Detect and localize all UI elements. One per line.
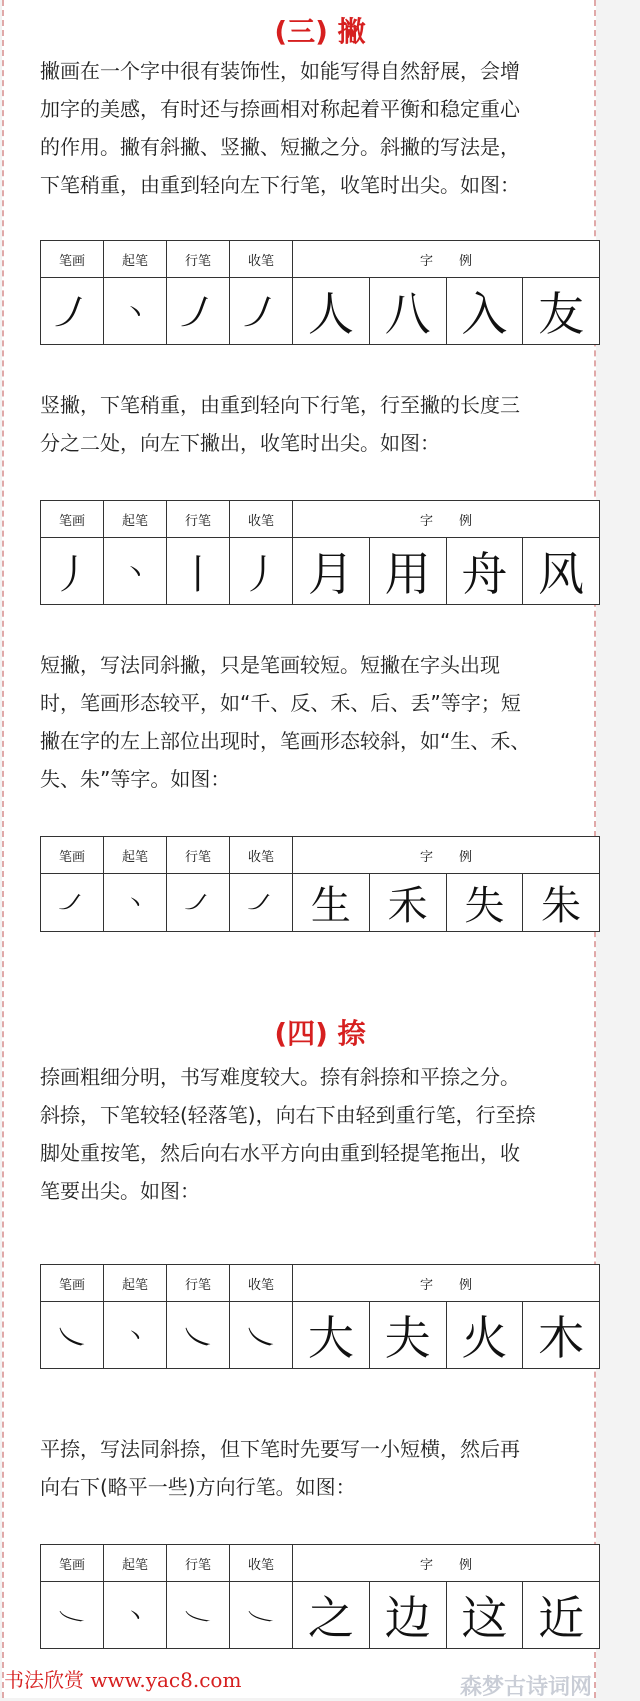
footer-site-link[interactable]: 书法欣赏 www.yac8.com bbox=[4, 1668, 242, 1692]
example-char: 木 bbox=[538, 1311, 585, 1365]
stroke-table-oblique-pie bbox=[40, 240, 600, 345]
header-end: 收笔 bbox=[230, 501, 293, 538]
example-char: 用 bbox=[384, 547, 431, 601]
example-char: 风 bbox=[538, 547, 585, 601]
start-glyph: 丶 bbox=[121, 298, 148, 329]
header-examples: 字 例 bbox=[293, 837, 600, 874]
header-stroke: 笔画 bbox=[41, 241, 104, 278]
header-move: 行笔 bbox=[167, 837, 230, 874]
example-char: 月 bbox=[307, 547, 354, 601]
end-glyph: ㇏ bbox=[241, 1608, 281, 1625]
section-4-title: (四) 捺 bbox=[274, 1017, 366, 1050]
header-move: 行笔 bbox=[167, 501, 230, 538]
stroke-glyph: ㇏ bbox=[52, 1323, 92, 1351]
example-char: 夫 bbox=[384, 1311, 431, 1365]
stroke-glyph: 丿 bbox=[44, 285, 98, 343]
header-end: 收笔 bbox=[230, 1265, 293, 1302]
header-move: 行笔 bbox=[167, 1265, 230, 1302]
header-end: 收笔 bbox=[230, 1545, 293, 1582]
section-3-para3: 短撇，写法同斜撇，只是笔画较短。短撇在字头出现 时，笔画形态较平，如“千、反、禾、后、丢”等字；短 撇在字的左上部位出现时，笔画形态较斜，如“生、禾、 失、朱”等字。如图： bbox=[40, 653, 531, 791]
header-stroke: 笔画 bbox=[41, 501, 104, 538]
header-move: 行笔 bbox=[167, 241, 230, 278]
move-glyph: ㇏ bbox=[178, 1608, 218, 1625]
stroke-glyph: 丿 bbox=[51, 884, 90, 925]
start-glyph: 丶 bbox=[123, 1324, 146, 1350]
header-start: 起笔 bbox=[104, 1265, 167, 1302]
stroke-table-oblique-na bbox=[40, 1264, 600, 1369]
example-char: 之 bbox=[307, 1591, 354, 1645]
stroke-table-vertical-pie bbox=[40, 500, 600, 605]
section-3-title: (三) 撇 bbox=[274, 15, 366, 48]
end-glyph: 丿 bbox=[241, 551, 281, 598]
start-glyph: 丶 bbox=[121, 558, 148, 589]
section-4-intro: 捺画粗细分明，书写难度较大。捺有斜捺和平捺之分。 斜捺，下笔较轻(轻落笔)，向右下由轻到重行笔，行至捺 脚处重按笔，然后向右水平方向由重到轻提笔拖出，收 笔要出尖。如图： bbox=[40, 1065, 536, 1203]
header-stroke: 笔画 bbox=[41, 1265, 104, 1302]
move-glyph: 丨 bbox=[178, 551, 218, 598]
header-end: 收笔 bbox=[230, 241, 293, 278]
example-char: 人 bbox=[307, 287, 354, 341]
example-char: 失 bbox=[464, 883, 505, 929]
example-char: 生 bbox=[310, 883, 351, 929]
example-char: 大 bbox=[307, 1311, 354, 1365]
section-4-para2: 平捺，写法同斜捺，但下笔时先要写一小短横，然后再 向右下(略平一些)方向行笔。如图： bbox=[40, 1437, 520, 1499]
move-glyph: 丿 bbox=[170, 285, 224, 343]
header-examples: 字 例 bbox=[293, 501, 600, 538]
stroke-glyph: 丿 bbox=[52, 551, 92, 598]
example-char: 友 bbox=[538, 287, 585, 341]
header-stroke: 笔画 bbox=[41, 1545, 104, 1582]
footer-watermark: 森梦古诗词网 bbox=[459, 1675, 592, 1700]
stroke-table-short-pie bbox=[40, 836, 600, 932]
example-char: 近 bbox=[538, 1591, 585, 1645]
header-stroke: 笔画 bbox=[41, 837, 104, 874]
header-examples: 字 例 bbox=[293, 241, 600, 278]
header-start: 起笔 bbox=[104, 1545, 167, 1582]
move-glyph: 丿 bbox=[177, 884, 216, 925]
header-move: 行笔 bbox=[167, 1545, 230, 1582]
example-char: 火 bbox=[461, 1311, 508, 1365]
header-examples: 字 例 bbox=[293, 1545, 600, 1582]
header-end: 收笔 bbox=[230, 837, 293, 874]
example-char: 舟 bbox=[461, 547, 508, 601]
example-char: 八 bbox=[384, 287, 431, 341]
section-3-intro: 撇画在一个字中很有装饰性，如能写得自然舒展，会增 加字的美感，有时还与捺画相对称起着平衡和稳定重心 的作用。撇有斜撇、竖撇、短撇之分。斜撇的写法是， 下笔稍重，由重到轻向左下行笔，收笔时出尖。如图： bbox=[40, 59, 520, 197]
stroke-glyph: ㇏ bbox=[52, 1608, 92, 1625]
move-glyph: ㇏ bbox=[178, 1323, 218, 1351]
end-glyph: 丿 bbox=[240, 884, 279, 925]
start-glyph: 丶 bbox=[123, 1604, 146, 1630]
header-start: 起笔 bbox=[104, 241, 167, 278]
header-start: 起笔 bbox=[104, 501, 167, 538]
example-char: 禾 bbox=[387, 883, 428, 929]
end-glyph: 丿 bbox=[233, 285, 287, 343]
section-3-para2: 竖撇，下笔稍重，由重到轻向下行笔，行至撇的长度三 分之二处，向左下撇出，收笔时出尖。如图： bbox=[40, 393, 520, 455]
start-glyph: 丶 bbox=[123, 892, 146, 917]
header-start: 起笔 bbox=[104, 837, 167, 874]
header-examples: 字 例 bbox=[293, 1265, 600, 1302]
end-glyph: ㇏ bbox=[241, 1323, 281, 1351]
example-char: 入 bbox=[461, 287, 508, 341]
stroke-table-flat-na bbox=[40, 1544, 600, 1649]
example-char: 朱 bbox=[541, 883, 582, 929]
example-char: 边 bbox=[384, 1591, 431, 1645]
example-char: 这 bbox=[461, 1591, 508, 1645]
